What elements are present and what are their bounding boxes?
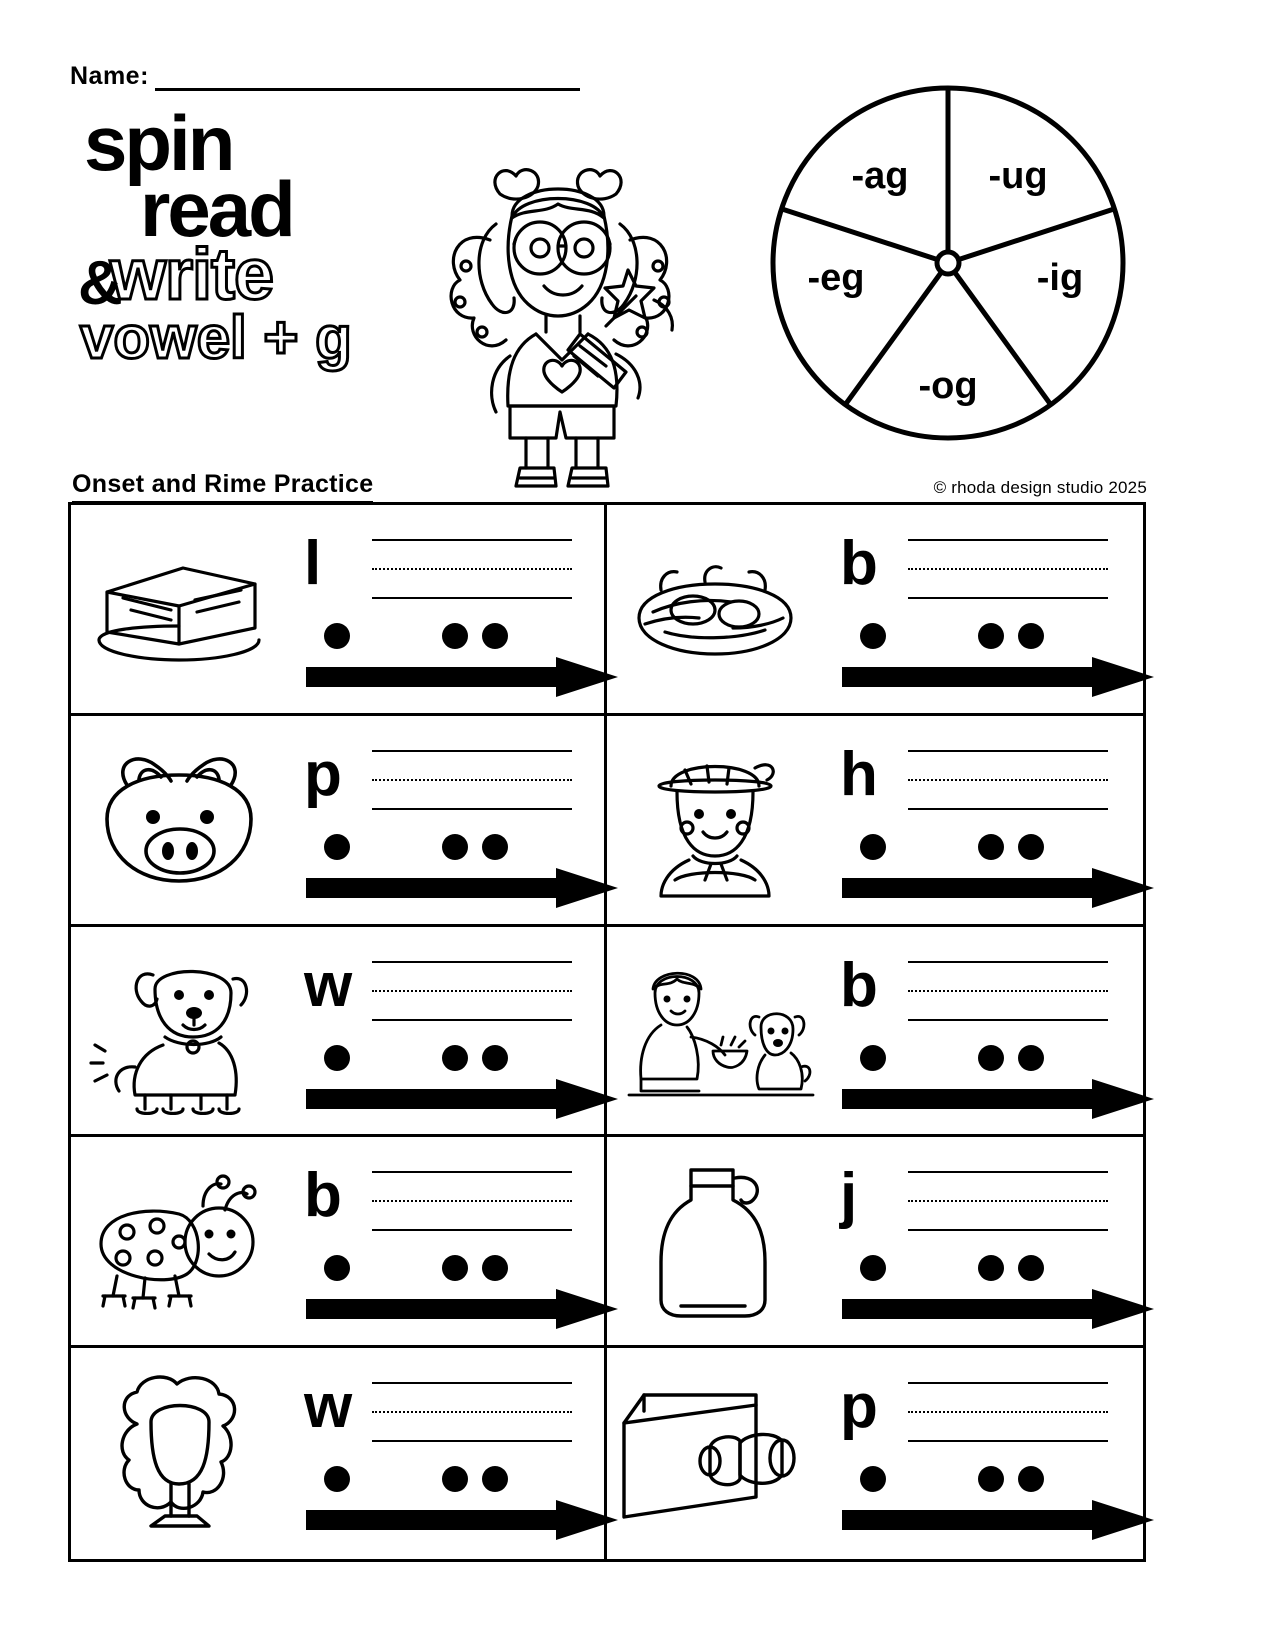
sound-dots [860, 834, 1100, 860]
sound-dots [324, 834, 564, 860]
section-subtitle: Onset and Rime Practice [72, 470, 373, 504]
spinner-label-og: -og [918, 365, 978, 407]
sound-dot [860, 1466, 886, 1492]
handwriting-lines[interactable] [908, 961, 1108, 1021]
sound-dot [860, 623, 886, 649]
onset-letter: p [304, 739, 342, 809]
onset-letter: b [840, 950, 878, 1020]
blending-arrow [842, 1079, 1154, 1119]
worksheet-cell [607, 1348, 1143, 1559]
sound-dot [1018, 623, 1044, 649]
onset-letter: w [304, 1372, 353, 1442]
blending-arrow [842, 1500, 1154, 1540]
onset-letter: l [304, 529, 322, 598]
sound-dot [978, 623, 1004, 649]
sound-dot [978, 1255, 1004, 1281]
sound-dot [482, 623, 508, 649]
spinner-label-ig: -ig [1036, 257, 1084, 299]
worksheet-grid [68, 502, 1146, 1562]
sound-dot [442, 1466, 468, 1492]
worksheet-cell [71, 1137, 607, 1348]
name-input-line[interactable] [155, 62, 580, 91]
sound-dot [482, 834, 508, 860]
copyright-notice: © rhoda design studio 2025 [933, 478, 1147, 497]
sound-dots [324, 1466, 564, 1492]
sound-dots [860, 1255, 1100, 1281]
pig-face-icon [71, 716, 286, 924]
sound-dot [1018, 1255, 1044, 1281]
log-slice-icon [71, 505, 286, 713]
blending-arrow [842, 657, 1154, 697]
sound-dot [482, 1466, 508, 1492]
sound-dot [1018, 1466, 1044, 1492]
blending-arrow [306, 1289, 618, 1329]
onset-letter: b [304, 1161, 342, 1231]
sound-dots [324, 1045, 564, 1071]
title-line-spin: spin [84, 99, 233, 187]
sound-dots [324, 623, 564, 649]
sound-dot [1018, 834, 1044, 860]
handwriting-lines[interactable] [372, 750, 572, 810]
sound-dot [324, 1255, 350, 1281]
handwriting-lines[interactable] [908, 539, 1108, 599]
writing-area [822, 1137, 1143, 1345]
worksheet-cell [607, 716, 1143, 927]
handwriting-lines[interactable] [372, 1171, 572, 1231]
onset-letter: j [840, 1161, 858, 1231]
spinner-label-eg: -eg [807, 257, 865, 299]
handwriting-lines[interactable] [908, 1171, 1108, 1231]
blending-arrow [306, 657, 618, 697]
jug-icon [607, 1137, 822, 1345]
sound-dot [482, 1045, 508, 1071]
sound-dot [978, 1466, 1004, 1492]
bird-nest-egg-icon [607, 505, 822, 713]
writing-area [286, 927, 604, 1135]
onset-letter: p [840, 1372, 878, 1442]
sound-dot [860, 1255, 886, 1281]
sound-dots [324, 1255, 564, 1281]
worksheet-cell [607, 1137, 1143, 1348]
writing-area [286, 1348, 604, 1559]
sound-dot [860, 834, 886, 860]
blending-arrow [306, 1079, 618, 1119]
sound-dot [442, 623, 468, 649]
title-line-vowel: vowel + g [80, 303, 352, 371]
writing-area [286, 505, 604, 713]
onset-letter: w [304, 950, 353, 1020]
worksheet-cell [71, 927, 607, 1138]
name-label: Name: [70, 62, 149, 90]
name-row [70, 62, 580, 91]
writing-area [286, 1137, 604, 1345]
word-family-spinner[interactable] [770, 78, 1126, 448]
writing-area [286, 716, 604, 924]
sound-dot [324, 1466, 350, 1492]
worksheet-cell [71, 716, 607, 927]
handwriting-lines[interactable] [372, 961, 572, 1021]
worksheet-cell [71, 505, 607, 716]
spinner-label-ag: -ag [851, 155, 909, 197]
sound-dot [324, 834, 350, 860]
writing-area [822, 927, 1143, 1135]
blending-arrow [842, 1289, 1154, 1329]
onset-letter: h [840, 739, 878, 809]
writing-area [822, 716, 1143, 924]
worksheet-cell [607, 505, 1143, 716]
sound-dot [442, 1255, 468, 1281]
handwriting-lines[interactable] [908, 1382, 1108, 1442]
title-line-ampersand: & [78, 249, 123, 318]
sound-dot [324, 1045, 350, 1071]
sound-dot [442, 1045, 468, 1071]
boy-dog-bowl-icon [607, 927, 822, 1135]
handwriting-lines[interactable] [372, 539, 572, 599]
ladybug-icon [71, 1137, 286, 1345]
handwriting-lines[interactable] [908, 750, 1108, 810]
blending-arrow [306, 1500, 618, 1540]
sound-dot [482, 1255, 508, 1281]
fairy-girl-illustration [430, 120, 700, 500]
peg-icon [607, 1348, 822, 1559]
writing-area [822, 505, 1143, 713]
sound-dot [978, 834, 1004, 860]
dog-wagging-icon [71, 927, 286, 1135]
child-hug-icon [607, 716, 822, 924]
worksheet-cell [607, 927, 1143, 1138]
title-line-read: read [140, 164, 293, 253]
sound-dots [860, 1045, 1100, 1071]
sound-dots [860, 1466, 1100, 1492]
wig-icon [71, 1348, 286, 1559]
blending-arrow [842, 868, 1154, 908]
onset-letter: b [840, 529, 878, 598]
writing-area [822, 1348, 1143, 1559]
sound-dot [860, 1045, 886, 1071]
title-line-write: write [110, 234, 274, 315]
sound-dot [978, 1045, 1004, 1071]
handwriting-lines[interactable] [372, 1382, 572, 1442]
worksheet-cell [71, 1348, 607, 1559]
sound-dot [442, 834, 468, 860]
sound-dots [860, 623, 1100, 649]
spinner-label-ug: -ug [988, 155, 1048, 197]
sound-dot [1018, 1045, 1044, 1071]
blending-arrow [306, 868, 618, 908]
sound-dot [324, 623, 350, 649]
page-title [74, 99, 474, 371]
